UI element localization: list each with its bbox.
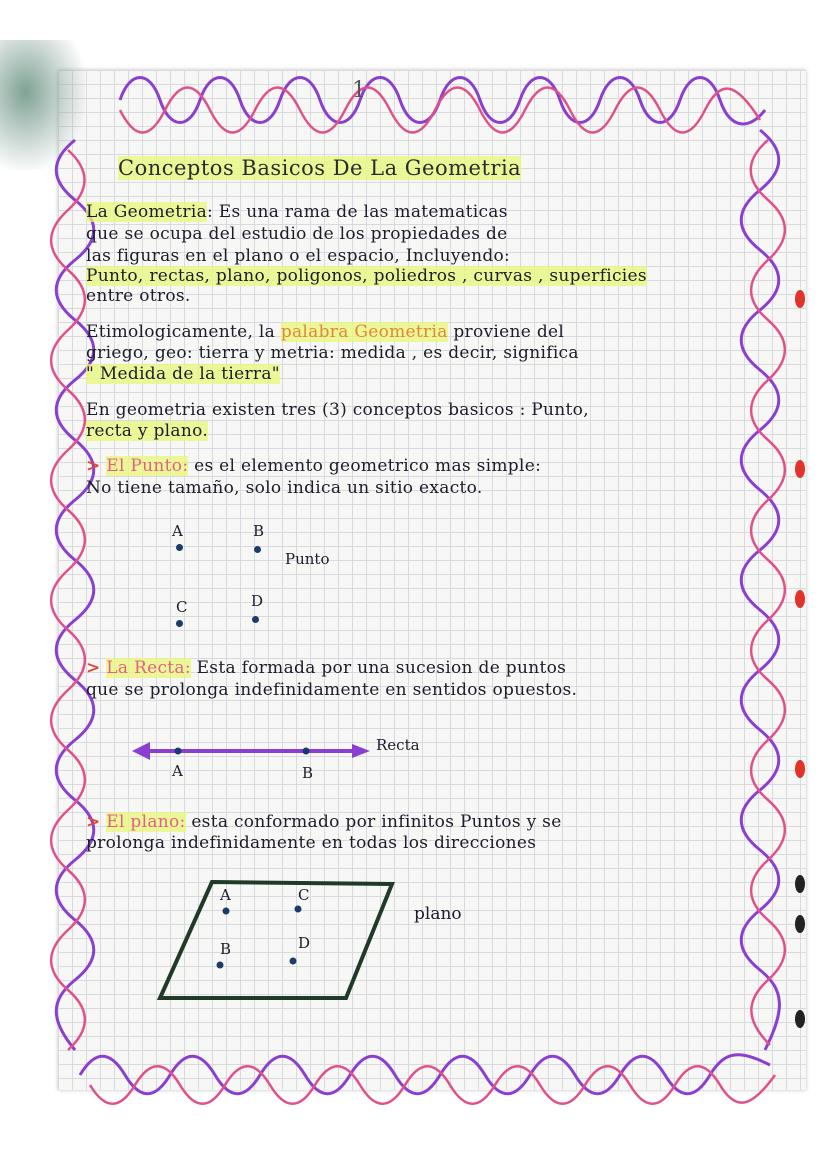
recta-point-b	[303, 748, 310, 755]
recta-text-1: Esta formada por una sucesion de puntos	[196, 658, 567, 678]
margin-marker	[795, 590, 805, 608]
plano-point-a	[223, 908, 230, 915]
recta-label-a: A	[172, 762, 183, 780]
intro-line-5: entre otros.	[86, 286, 191, 306]
plano-label-a: A	[220, 886, 231, 904]
margin-marker	[795, 290, 805, 308]
recta-label-b: B	[302, 764, 314, 782]
plano-label-b: B	[220, 940, 232, 958]
recta-right-arrow-icon	[352, 744, 370, 758]
plano-text-1: esta conformado por infinitos Puntos y se	[191, 812, 562, 832]
intro-colon: :	[207, 202, 214, 222]
plano-caption: plano	[414, 904, 462, 924]
plano-line-1	[86, 812, 562, 832]
intro-list: , rectas, plano, poligonos, poliedros , curvas , superficies	[137, 266, 647, 286]
recta-left-arrow-icon	[132, 742, 150, 760]
plano-label: El plano:	[106, 812, 186, 832]
plano-diagram	[150, 876, 410, 1006]
plano-parallelogram	[160, 882, 392, 998]
intro-text-1: Es una rama de las matematicas	[218, 202, 508, 222]
point-c	[176, 620, 183, 627]
point-label-a: A	[172, 522, 183, 540]
margin-marker	[795, 875, 805, 893]
conceptos-line-1: En geometria existen tres (3) conceptos basicos : Punto,	[86, 400, 589, 420]
intro-line-3: las figuras en el plano o el espacio, Incluyendo:	[86, 246, 511, 266]
recta-line-1	[86, 658, 566, 678]
margin-marker	[795, 1010, 805, 1028]
point-label-c: C	[176, 598, 188, 616]
point-label-d: D	[251, 592, 264, 610]
page-title: Conceptos Basicos De La Geometria	[118, 156, 522, 180]
intro-punto: Punto	[86, 266, 138, 286]
margin-marker	[795, 460, 805, 478]
punto-bullet-icon: >	[86, 456, 101, 476]
etimologia-line-3: " Medida de la tierra"	[86, 364, 280, 384]
punto-line-1	[86, 456, 541, 476]
punto-label: El Punto:	[106, 456, 189, 476]
recta-caption: Recta	[376, 736, 420, 754]
etimologia-line-2: griego, geo: tierra y metria: medida , es decir, significa	[86, 343, 579, 363]
plano-label-d: D	[298, 934, 311, 952]
plano-point-d	[290, 958, 297, 965]
etimologia-text-1a: Etimologicamente, la	[86, 322, 276, 342]
point-b	[254, 546, 261, 553]
plano-label-c: C	[298, 886, 310, 904]
recta-line-2: que se prolonga indefinidamente en sentidos opuestos.	[86, 680, 578, 700]
plano-point-c	[295, 906, 302, 913]
plano-point-b	[217, 962, 224, 969]
recta-label: La Recta:	[106, 658, 191, 678]
intro-line-4	[86, 266, 647, 286]
margin-marker	[795, 760, 805, 778]
punto-caption: Punto	[285, 550, 330, 568]
page-number: 1	[352, 78, 366, 103]
recta-point-a	[175, 748, 182, 755]
etimologia-text-1c: proviene del	[453, 322, 565, 342]
point-label-b: B	[253, 522, 265, 540]
intro-term: La Geometria	[86, 202, 208, 222]
intro-line-2: que se ocupa del estudio de los propiedades de	[86, 224, 508, 244]
recta-bullet-icon: >	[86, 658, 101, 678]
point-d	[252, 616, 259, 623]
plano-bullet-icon: >	[86, 812, 101, 832]
etimologia-line-1	[86, 322, 564, 342]
point-a	[176, 544, 183, 551]
punto-line-2: No tiene tamaño, solo indica un sitio exacto.	[86, 478, 483, 498]
intro-line-1	[86, 202, 508, 222]
conceptos-line-2: recta y plano.	[86, 421, 209, 441]
punto-text-1: es el elemento geometrico mas simple:	[194, 456, 542, 476]
plano-line-2: prolonga indefinidamente en todas los direcciones	[86, 833, 537, 853]
margin-marker	[795, 915, 805, 933]
etimologia-highlight: palabra Geometria	[280, 322, 448, 342]
